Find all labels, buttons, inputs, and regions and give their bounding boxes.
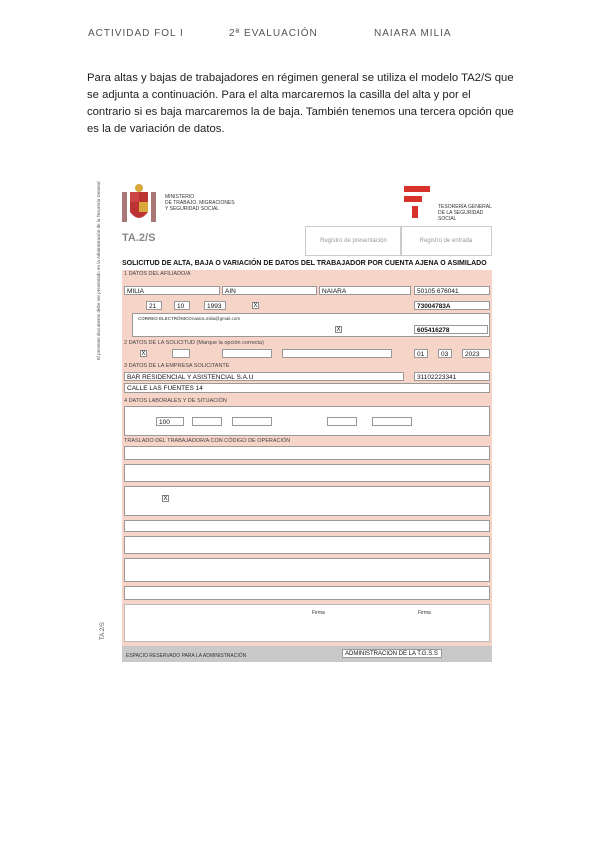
naf-field: 50105 676041 <box>414 286 490 295</box>
situacion-check: X <box>163 496 168 502</box>
address-field: CALLE LAS FUENTES 14 <box>124 383 490 393</box>
ta2s-form-image <box>110 182 495 662</box>
contract-type-field: 100 <box>156 417 184 426</box>
email-label: CORREO ELECTRÓNICO <box>138 316 192 321</box>
ocup-box <box>372 417 412 426</box>
firma-right: Firma <box>418 610 431 616</box>
situaciones-box <box>124 486 490 516</box>
model-code: TA.2/S <box>122 232 156 244</box>
intro-paragraph: Para altas y bajas de trabajadores en régimen general se utiliza el modelo TA2/S que se adjunta a continuación. Para el alta marcaremos la casilla del alta y por el contrario si es baja marcaremos la de baja. También tenemos una tercera opción que es la de variación de datos. <box>87 72 514 135</box>
header-right: NAIARA MILIA <box>374 28 452 39</box>
form-body <box>122 270 492 662</box>
traslado-title: TRASLADO DEL TRABAJADOR/A CON CÓDIGO DE OPERACIÓN <box>124 438 291 444</box>
birth-month: 10 <box>174 301 190 310</box>
reg-presentacion: Registro de presentación <box>305 226 402 256</box>
side-text: El presente documento debe ser presentado en la Administración de la Tesorería General <box>96 181 101 360</box>
header-center: 2ª EVALUACIÓN <box>229 28 318 39</box>
birth-year: 1993 <box>204 301 226 310</box>
footer-stamp: ADMINISTRACIÓN DE LA T.G.S.S <box>342 649 442 658</box>
surname2-field: NAIARA <box>319 286 411 295</box>
section-1-title: 1 DATOS DEL AFILIADO/A <box>124 271 191 277</box>
section-4-title: 4 DATOS LABORALES Y DE SITUACIÓN <box>124 398 227 404</box>
name-field: AIN <box>222 286 317 295</box>
ministry-name: MINISTERIO DE TRABAJO, MIGRACIONES Y SEGURIDAD SOCIAL <box>165 194 235 212</box>
comm-check: X <box>336 327 341 333</box>
baja-box <box>172 349 190 358</box>
variacion-box <box>222 349 272 358</box>
side-code: TA.2/S <box>100 622 106 640</box>
hours-box <box>232 417 272 426</box>
gr-box <box>327 417 357 426</box>
situacion-box <box>282 349 392 358</box>
section-3-title: 3 DATOS DE LA EMPRESA SOLICITANTE <box>124 363 230 369</box>
row-b-box <box>124 536 490 554</box>
phone-field: 605416278 <box>414 325 488 334</box>
row-c-box <box>124 558 490 582</box>
date-day: 01 <box>414 349 428 358</box>
alta-check: X <box>141 351 146 357</box>
header-left: ACTIVIDAD FOL I <box>88 28 184 39</box>
form-title: SOLICITUD DE ALTA, BAJA O VARIACIÓN DE DATOS DEL TRABAJADOR POR CUENTA AJENA O ASIMILADO <box>122 260 487 267</box>
firma-left: Firma <box>312 610 325 616</box>
dni-field: 73004783A <box>414 301 490 310</box>
tgss-name: TESORERÍA GENERAL DE LA SEGURIDAD SOCIAL <box>438 204 492 222</box>
email-value: naiara.milia@gmail.com <box>192 316 241 321</box>
row-d-box <box>124 586 490 600</box>
company-field: BAR RESIDENCIAL Y ASISTENCIAL S.A.U <box>124 372 404 381</box>
date-year: 2023 <box>462 349 490 358</box>
footer-label: ESPACIO RESERVADO PARA LA ADMINISTRACIÓN <box>126 653 247 659</box>
coat-of-arms-icon <box>118 182 160 226</box>
birth-day: 21 <box>146 301 162 310</box>
sex-check: X <box>253 303 258 309</box>
ccc-field: 31102223341 <box>414 372 490 381</box>
reg-entrada: Registro de entrada <box>400 226 492 256</box>
signature-box <box>124 604 490 642</box>
traslado-box <box>124 446 490 460</box>
coef-box <box>192 417 222 426</box>
surname1-field: MILIA <box>124 286 220 295</box>
tgss-logo-icon <box>402 182 432 218</box>
row-a-box <box>124 520 490 532</box>
dependencia-box <box>124 464 490 482</box>
date-month: 03 <box>438 349 452 358</box>
section-2-title: 2 DATOS DE LA SOLICITUD (Marque la opción correcta) <box>124 340 264 346</box>
